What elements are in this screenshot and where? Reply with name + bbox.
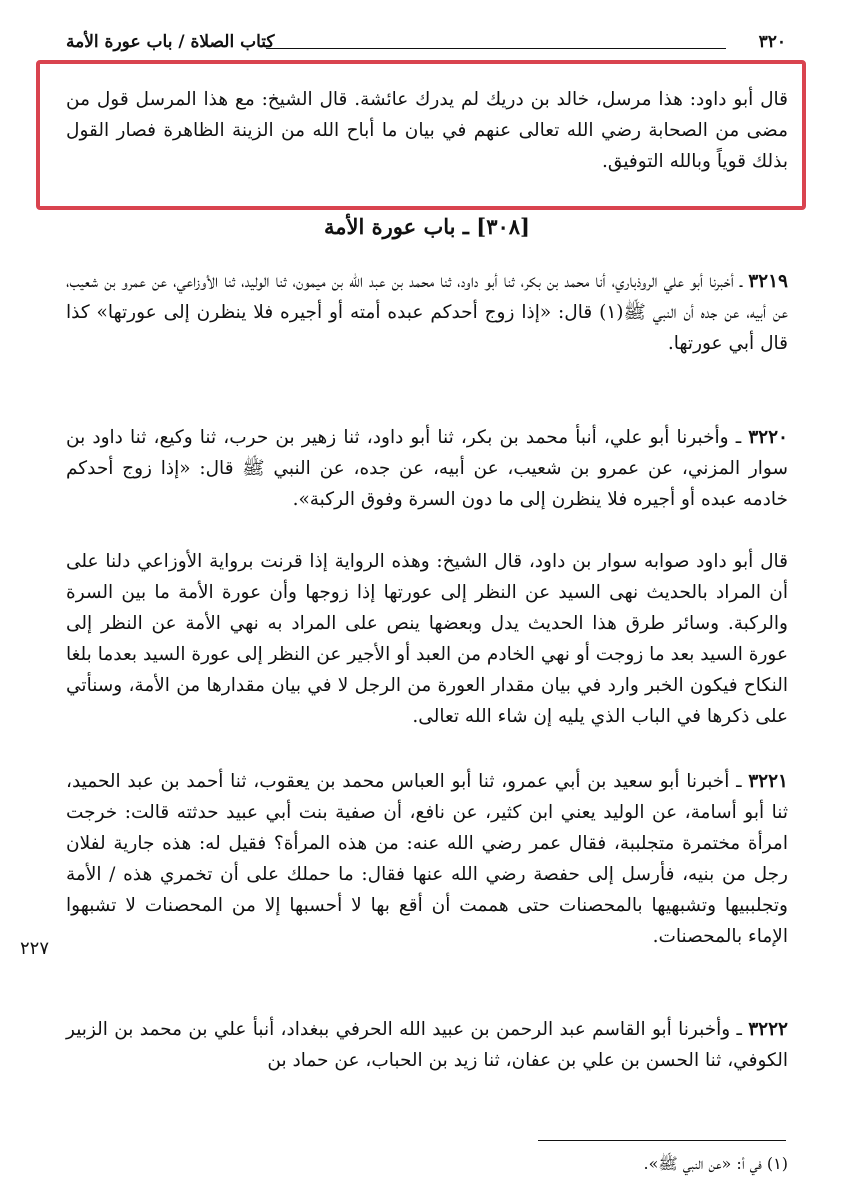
commentary-paragraph — [66, 546, 788, 732]
hadith-number: ٣٢٢٠ — [748, 427, 788, 448]
hadith-3221 — [66, 766, 788, 952]
hadith-text: ـ أخبرنا أبو علي الروذباري، أنا محمد بن بكر، ثنا أبو داود، ثنا محمد بن عبد الله بن ميمون، ثنا الوليد، ثنا الأوزاعي، عن عمرو بن شعيب، عن أبيه، عن جده أن النبي ﷺ(١) قال: «إذا زوج أحدكم عبده أمته أو أجيره فلا ينظرن إلى عورتها» كذا قال أبي عورتها. — [66, 271, 788, 354]
margin-page-number: ٢٢٧ — [20, 938, 50, 959]
hadith-text: ـ وأخبرنا أبو علي، أنبأ محمد بن بكر، ثنا أبو داود، ثنا زهير بن حرب، ثنا وكيع، ثنا داود بن سوار المزني، عن عمرو بن شعيب، عن أبيه، عن جده، عن النبي ﷺ قال: «إذا زوج أحدكم خادمه عبده أو أجيره فلا ينظرن إلى ما دون السرة وفوق الركبة». — [66, 427, 788, 510]
hadith-3220 — [66, 422, 788, 515]
hadith-number: ٣٢١٩ — [748, 271, 788, 292]
hadith-text: ـ وأخبرنا أبو القاسم عبد الرحمن بن عبيد الله الحرفي ببغداد، أنبأ علي بن محمد بن الزبير الكوفي، ثنا الحسن بن علي بن عفان، ثنا زيد بن الحباب، عن حماد بن — [66, 1019, 788, 1071]
hadith-number: ٣٢٢٢ — [748, 1019, 788, 1040]
hadith-3222 — [66, 1014, 788, 1076]
hadith-text: ـ أخبرنا أبو سعيد بن أبي عمرو، ثنا أبو العباس محمد بن يعقوب، ثنا أحمد بن عبد الحميد، ثنا أبو أسامة، عن الوليد يعني ابن كثير، عن نافع، أن صفية بنت أبي عبيد حدثته قالت: خرجت امرأة مختمرة متجلببة، فقال عمر رضي الله عنه: من هذه المرأة؟ فقيل له: هذه جارية لفلان رجل من بنيه، فأرسل إلى حفصة رضي الله عنها فقال: ما حملك على أن تخمري هذه / الأمة وتجلببيها وتشبهيها بالمحصنات حتى هممت أن أقع بها لا أحسبها إلا من المحصنات لا تشبهوا الإماء بالمحصنات. — [66, 771, 788, 947]
highlighted-paragraph: قال أبو داود: هذا مرسل، خالد بن دريك لم يدرك عائشة. قال الشيخ: مع هذا المرسل قول من مضى من الصحابة رضي الله تعالى عنهم في بيان ما أباح الله من الزينة الظاهرة فصار القول بذلك قوياً وبالله التوفيق. — [66, 89, 788, 172]
commentary-text: قال أبو داود صوابه سوار بن داود، قال الشيخ: وهذه الرواية إذا قرنت برواية الأوزاعي دلنا على أن المراد بالحديث نهى السيد عن النظر إلى عورتها إذا زوجها وأن عورة الأمة ما بين السرة والركبة. وسائر طرق هذا الحديث يدل وبعضها ينص على المراد به نهي الأمة عن النظر إلى عورة السيد بعد ما زوجت أو نهي الخادم من العبد أو الأجير عن النظر إلى عورة السيد بعدما بلغا النكاح فيكون الخبر وارد في بيان مقدار العورة من الرجل لا في بيان مقدارها من الأمة، وسنأتي على ذكرها في الباب الذي يليه إن شاء الله تعالى. — [66, 551, 788, 727]
footnote: (١) في أ: «عن النبي ﷺ». — [643, 1154, 788, 1173]
page-header — [66, 32, 786, 58]
hadith-number: ٣٢٢١ — [748, 771, 788, 792]
page-number: ٣٢٠ — [758, 32, 786, 52]
hadith-3219 — [66, 266, 788, 359]
header-rule — [266, 48, 726, 49]
footnote-rule — [538, 1140, 786, 1141]
section-title: [٣٠٨] ـ باب عورة الأمة — [324, 214, 530, 239]
running-title: كتاب الصلاة / باب عورة الأمة — [66, 32, 275, 52]
